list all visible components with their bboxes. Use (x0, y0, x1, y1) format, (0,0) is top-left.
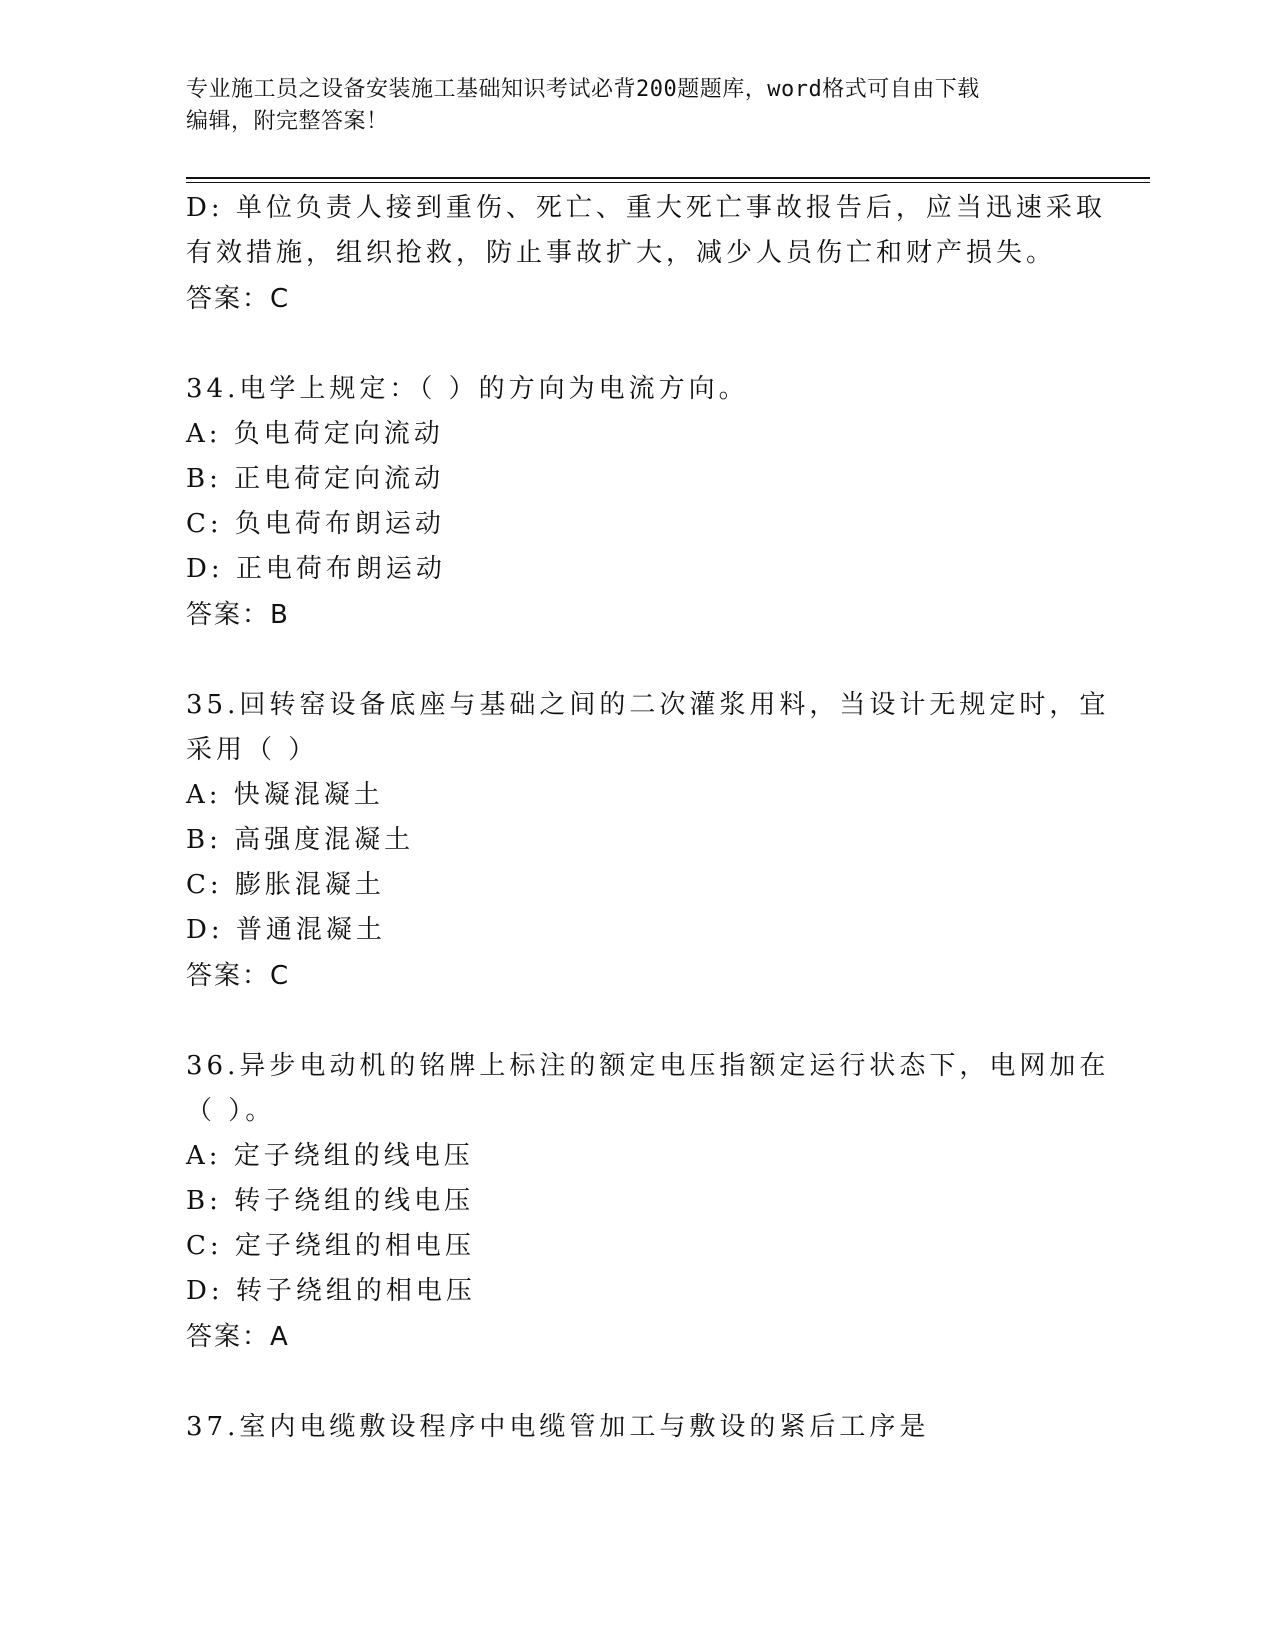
question-stem-line-1: 36.异步电动机的铭牌上标注的额定电压指额定运行状态下，电网加在 (186, 1051, 1110, 1081)
spacer (186, 999, 1076, 1044)
option-a: A: 定子绕组的线电压 (186, 1141, 474, 1171)
answer-line: 答案：A (186, 1322, 290, 1352)
page-header (186, 74, 1066, 138)
answer-line: 答案：C (186, 961, 291, 991)
spacer (186, 322, 1076, 367)
question-stem-line-1: 35.回转窑设备底座与基础之间的二次灌浆用料，当设计无规定时，宜 (186, 690, 1110, 720)
option-b: B: 转子绕组的线电压 (186, 1186, 475, 1216)
question-content (186, 186, 1110, 1450)
previous-question-tail (186, 186, 1106, 322)
question-stem: 37.室内电缆敷设程序中电缆管加工与敷设的紧后工序是 (186, 1412, 930, 1442)
option-b: B: 正电荷定向流动 (186, 464, 445, 494)
header-divider (186, 177, 1150, 179)
option-c: C: 膨胀混凝土 (186, 870, 385, 900)
header-divider-thin (186, 182, 1150, 183)
option-d: D: 正电荷布朗运动 (186, 554, 446, 584)
header-title-line-1: 专业施工员之设备安装施工基础知识考试必背200题题库，word格式可自由下载 (186, 77, 980, 102)
option-b: B: 高强度混凝土 (186, 825, 415, 855)
spacer (186, 1360, 1076, 1405)
question-34 (186, 367, 1076, 638)
option-d-line-2: 有效措施，组织抢救，防止事故扩大，减少人员伤亡和财产损失。 (186, 238, 1057, 268)
option-d-line-1: D: 单位负责人接到重伤、死亡、重大死亡事故报告后，应当迅速采取 (186, 193, 1106, 223)
answer-line: 答案：C (186, 284, 291, 314)
option-c: C: 定子绕组的相电压 (186, 1231, 475, 1261)
question-stem-line-2: 采用（ ） (186, 735, 319, 765)
question-37 (186, 1405, 1076, 1450)
question-35 (186, 683, 1110, 999)
spacer (186, 638, 1076, 683)
option-a: A: 负电荷定向流动 (186, 419, 444, 449)
header-title-line-2: 编辑，附完整答案！ (186, 109, 389, 134)
question-36 (186, 1044, 1110, 1360)
question-stem: 34.电学上规定：（ ）的方向为电流方向。 (186, 374, 749, 404)
option-d: D: 转子绕组的相电压 (186, 1276, 476, 1306)
option-a: A: 快凝混凝土 (186, 780, 384, 810)
option-d: D: 普通混凝土 (186, 915, 386, 945)
answer-line: 答案：B (186, 600, 290, 630)
option-c: C: 负电荷布朗运动 (186, 509, 445, 539)
question-stem-line-2: （ ）。 (186, 1096, 276, 1126)
